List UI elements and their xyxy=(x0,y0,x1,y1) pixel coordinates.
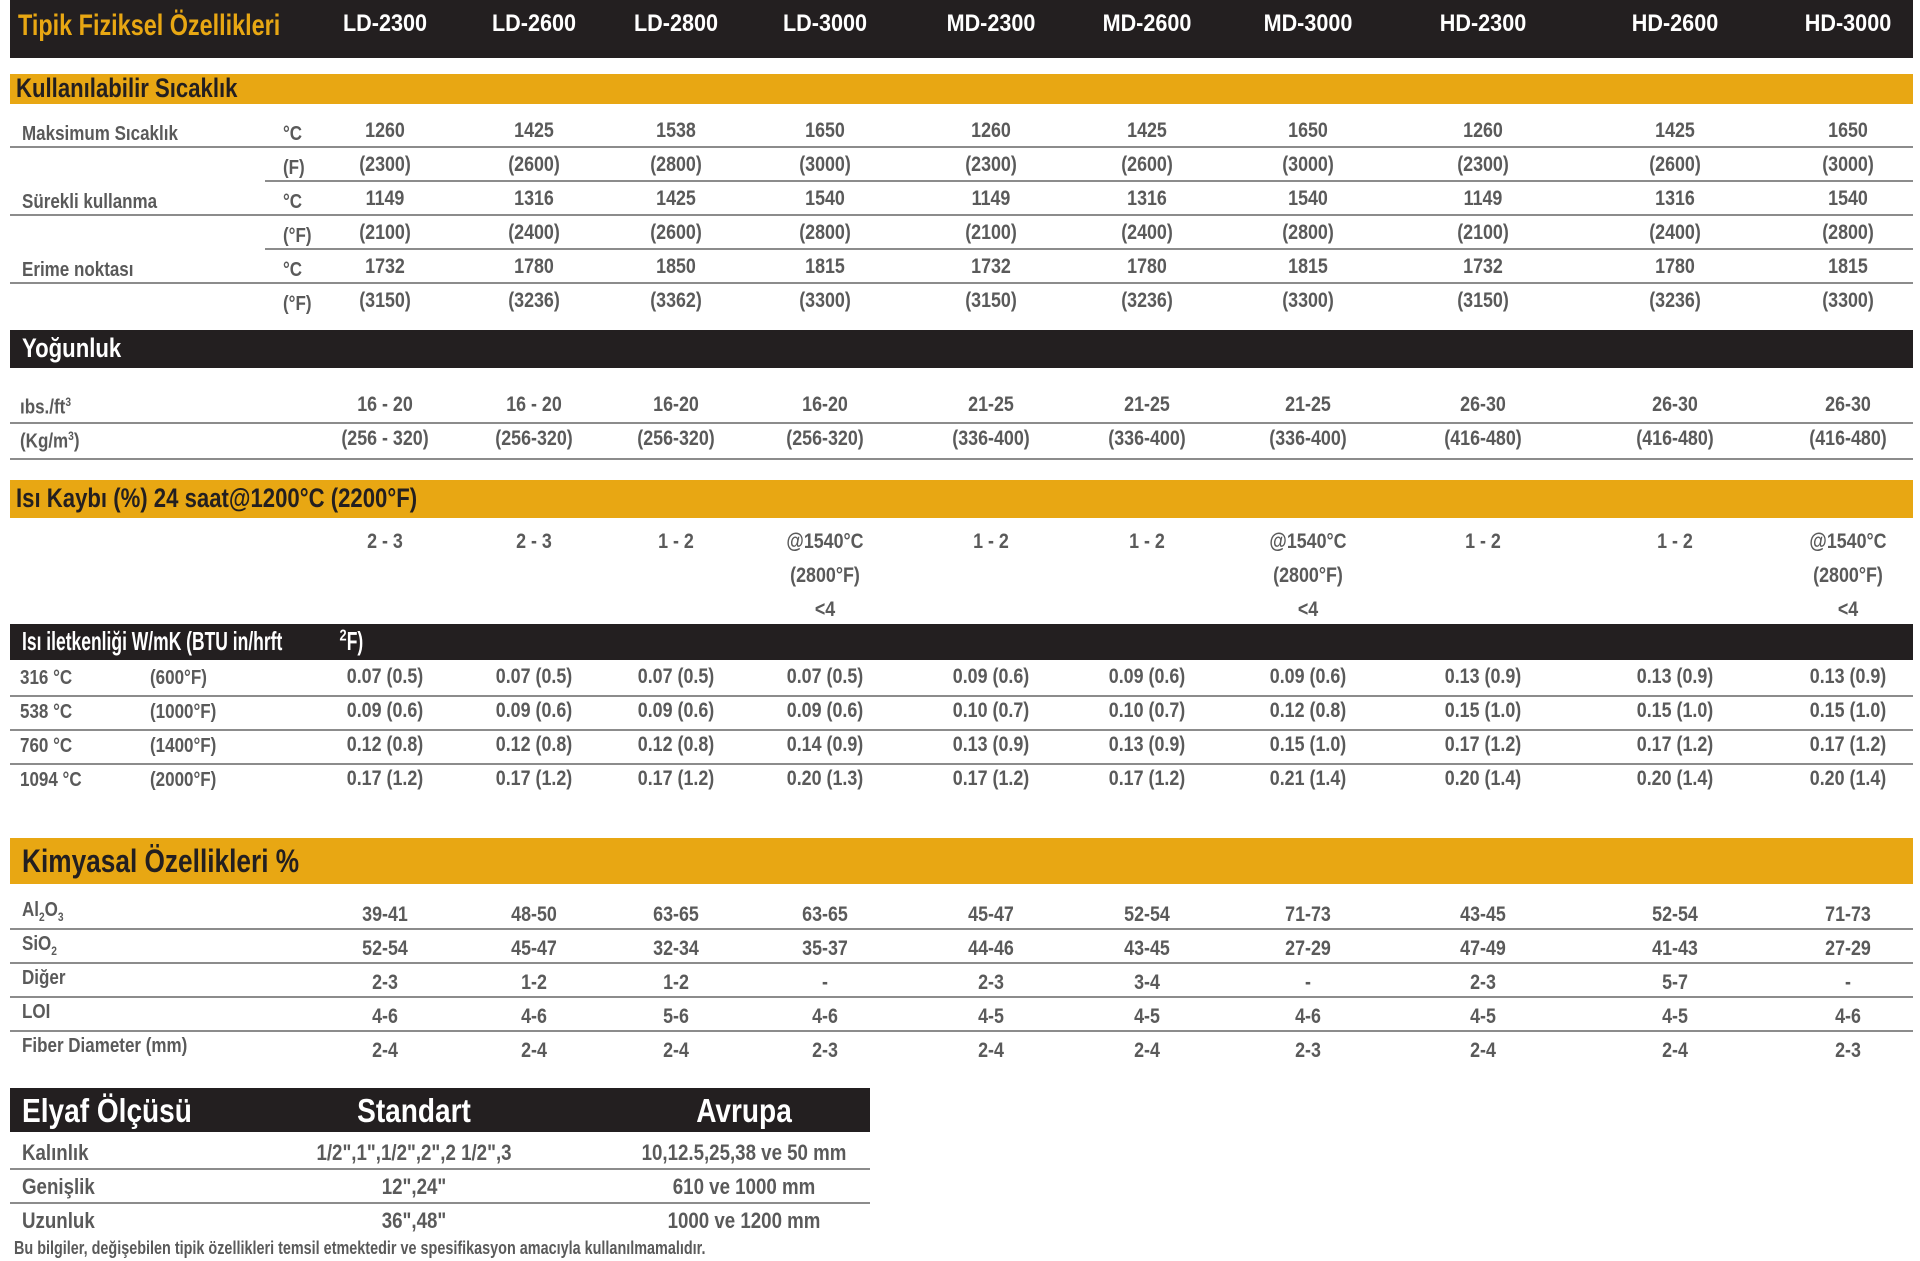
temperature-value: 1538 xyxy=(656,119,696,142)
row-divider xyxy=(265,282,1913,284)
temperature-value: (3236) xyxy=(508,289,560,312)
conductivity-value: 0.17 (1.2) xyxy=(346,767,424,790)
temperature-value: (2100) xyxy=(965,221,1017,244)
row-divider xyxy=(10,146,265,148)
chemical-row-label xyxy=(22,899,64,924)
chemical-value: 45-47 xyxy=(511,937,557,960)
temperature-value: (3236) xyxy=(1121,289,1173,312)
temperature-value: (2100) xyxy=(359,221,411,244)
section-chemical-title xyxy=(10,838,1913,884)
fiber-title: Elyaf Ölçüsü xyxy=(22,1092,192,1129)
row-divider xyxy=(10,422,1913,424)
density-value-kg: (336-400) xyxy=(1108,427,1186,450)
temperature-value: (3150) xyxy=(359,289,411,312)
conductivity-temp-c: 316 °C xyxy=(20,667,73,689)
row-divider xyxy=(10,928,1913,930)
temperature-value: 1540 xyxy=(1828,187,1868,210)
fiber-row-label: Uzunluk xyxy=(22,1208,95,1233)
heatloss-value: @1540°C xyxy=(1269,530,1347,553)
chemical-value: 27-29 xyxy=(1825,937,1871,960)
chemical-value: - xyxy=(1305,971,1311,994)
chemical-value: 63-65 xyxy=(802,903,848,926)
density-value-kg: (256-320) xyxy=(637,427,715,450)
heatloss-value: 1 - 2 xyxy=(1465,530,1501,553)
heatloss-value: @1540°C xyxy=(786,530,864,553)
temperature-value: (3000) xyxy=(1822,153,1874,176)
column-header-hd-3000: HD-3000 xyxy=(1804,10,1892,37)
chemical-value: 5-7 xyxy=(1662,971,1688,994)
density-value-kg: (256-320) xyxy=(786,427,864,450)
density-value-kg: (336-400) xyxy=(1269,427,1347,450)
conductivity-value: 0.20 (1.4) xyxy=(1636,767,1714,790)
chemical-value: 44-46 xyxy=(968,937,1014,960)
row-divider xyxy=(10,282,265,284)
density-value-lbs: 21-25 xyxy=(1285,393,1331,416)
conductivity-value: 0.17 (1.2) xyxy=(1108,767,1186,790)
temperature-value: 1425 xyxy=(656,187,696,210)
heatloss-value: 1 - 2 xyxy=(973,530,1009,553)
section-density-title xyxy=(10,330,1913,368)
conductivity-value: 0.17 (1.2) xyxy=(495,767,573,790)
chemical-value: 2-4 xyxy=(1470,1039,1496,1062)
chemical-value: 43-45 xyxy=(1124,937,1170,960)
temperature-value: (2400) xyxy=(1649,221,1701,244)
section-title: Yoğunluk xyxy=(22,333,122,363)
section-temperature-title xyxy=(10,74,1913,104)
temperature-value: 1425 xyxy=(1655,119,1695,142)
section-title xyxy=(22,626,367,657)
column-header-ld-2300: LD-2300 xyxy=(342,10,428,37)
conductivity-value: 0.13 (0.9) xyxy=(952,733,1030,756)
chemical-row-label xyxy=(22,967,65,990)
heatloss-value: (2800°F) xyxy=(1813,564,1883,587)
column-header-ld-3000: LD-3000 xyxy=(782,10,868,37)
temperature-value: (2600) xyxy=(1649,153,1701,176)
conductivity-value: 0.20 (1.4) xyxy=(1809,767,1887,790)
fiber-europe-value: 610 ve 1000 mm xyxy=(672,1174,816,1199)
density-value-lbs: 26-30 xyxy=(1825,393,1871,416)
chemical-value: 71-73 xyxy=(1825,903,1871,926)
conductivity-value: 0.12 (0.8) xyxy=(495,733,573,756)
temperature-value: 1260 xyxy=(365,119,405,142)
temperature-value: 1780 xyxy=(514,255,554,278)
conductivity-value: 0.17 (1.2) xyxy=(637,767,715,790)
temperature-value: (2300) xyxy=(1457,153,1509,176)
fiber-standard-value: 1/2",1",1/2",2",2 1/2",3 xyxy=(316,1140,512,1165)
temperature-row-label: Maksimum Sıcaklık xyxy=(22,123,178,145)
chemical-value: 32-34 xyxy=(653,937,699,960)
temperature-value: 1780 xyxy=(1127,255,1167,278)
conductivity-value: 0.07 (0.5) xyxy=(637,665,715,688)
temperature-row-label: Sürekli kullanma xyxy=(22,191,158,213)
conductivity-value: 0.17 (1.2) xyxy=(1809,733,1887,756)
heatloss-value: 1 - 2 xyxy=(658,530,694,553)
conductivity-value: 0.21 (1.4) xyxy=(1269,767,1347,790)
chemical-value: 52-54 xyxy=(1124,903,1170,926)
conductivity-temp-f: (600°F) xyxy=(150,667,207,689)
density-value-lbs: 16 - 20 xyxy=(357,393,413,416)
density-unit-kg-text: (Kg/m xyxy=(20,430,69,453)
conductivity-value: 0.13 (0.9) xyxy=(1636,665,1714,688)
conductivity-value: 0.15 (1.0) xyxy=(1269,733,1347,756)
section-title: Isı Kaybı (%) 24 saat@1200°C (2200°F) xyxy=(16,483,418,513)
row-divider xyxy=(10,695,1913,697)
chemical-value: 4-5 xyxy=(978,1005,1004,1028)
conductivity-value: 0.13 (0.9) xyxy=(1444,665,1522,688)
temperature-value: 1540 xyxy=(805,187,845,210)
row-divider xyxy=(10,729,1913,731)
heatloss-value: 1 - 2 xyxy=(1657,530,1693,553)
conductivity-value: 0.12 (0.8) xyxy=(1269,699,1347,722)
temperature-value: (3000) xyxy=(799,153,851,176)
chemical-value: 1-2 xyxy=(521,971,547,994)
row-divider xyxy=(265,146,1913,148)
chemical-value: - xyxy=(822,971,828,994)
temperature-value: (2400) xyxy=(1121,221,1173,244)
chemical-value: 4-5 xyxy=(1662,1005,1688,1028)
fiber-col-standard: Standart xyxy=(357,1092,471,1129)
chemical-value: 63-65 xyxy=(653,903,699,926)
temperature-value: (3362) xyxy=(650,289,702,312)
density-value-kg: (256 - 320) xyxy=(341,427,429,450)
row-divider xyxy=(265,180,1913,182)
conductivity-value: 0.09 (0.6) xyxy=(786,699,864,722)
temperature-value: 1425 xyxy=(514,119,554,142)
heatloss-value: 1 - 2 xyxy=(1129,530,1165,553)
row-divider xyxy=(265,248,1913,250)
chemical-value: 2-4 xyxy=(1134,1039,1160,1062)
row-divider xyxy=(265,214,1913,216)
conductivity-value: 0.09 (0.6) xyxy=(952,665,1030,688)
chemical-value: 4-6 xyxy=(812,1005,838,1028)
density-unit-lbs-text: ıbs./ft xyxy=(20,396,66,419)
chemical-value: 4-6 xyxy=(1835,1005,1861,1028)
temperature-value: (3150) xyxy=(965,289,1017,312)
temperature-value: 1425 xyxy=(1127,119,1167,142)
column-header-ld-2600: LD-2600 xyxy=(491,10,577,37)
temperature-value: 1316 xyxy=(1127,187,1167,210)
chemical-value: 71-73 xyxy=(1285,903,1331,926)
temperature-value: (2800) xyxy=(799,221,851,244)
density-value-lbs: 26-30 xyxy=(1652,393,1698,416)
conductivity-value: 0.12 (0.8) xyxy=(637,733,715,756)
conductivity-value: 0.15 (1.0) xyxy=(1636,699,1714,722)
conductivity-value: 0.20 (1.4) xyxy=(1444,767,1522,790)
temperature-value: 1540 xyxy=(1288,187,1328,210)
chemical-value: 2-3 xyxy=(1835,1039,1861,1062)
conductivity-value: 0.14 (0.9) xyxy=(786,733,864,756)
chemical-value: 1-2 xyxy=(663,971,689,994)
conductivity-value: 0.10 (0.7) xyxy=(1108,699,1186,722)
footnote: Bu bilgiler, değişebilen tipik özellikleri temsil etmektedir ve spesifikasyon amacıyla kullanılmamalıdır. xyxy=(14,1238,706,1258)
column-header-ld-2800: LD-2800 xyxy=(633,10,719,37)
chemical-value: 35-37 xyxy=(802,937,848,960)
temperature-value: 1732 xyxy=(971,255,1011,278)
conductivity-value: 0.20 (1.3) xyxy=(786,767,864,790)
conductivity-title-end: F) xyxy=(346,626,364,656)
conductivity-value: 0.13 (0.9) xyxy=(1809,665,1887,688)
chemical-value: 2-4 xyxy=(978,1039,1004,1062)
conductivity-temp-f: (2000°F) xyxy=(150,769,217,791)
density-value-lbs: 16-20 xyxy=(653,393,699,416)
page-title: Tipik Fiziksel Özellikleri xyxy=(18,9,281,42)
temperature-value: 1650 xyxy=(805,119,845,142)
chemical-value: 4-6 xyxy=(521,1005,547,1028)
chemical-value: - xyxy=(1845,971,1851,994)
conductivity-title-main: Isı iletkenliği W/mK (BTU in/hrft xyxy=(22,626,283,656)
conductivity-value: 0.09 (0.6) xyxy=(495,699,573,722)
density-unit-lbs xyxy=(20,395,71,420)
heatloss-value: (2800°F) xyxy=(790,564,860,587)
chemical-value: 52-54 xyxy=(1652,903,1698,926)
row-divider xyxy=(10,1202,870,1204)
temperature-value: (3300) xyxy=(1282,289,1334,312)
chemical-label-mid: O xyxy=(44,899,58,921)
section-title: Kimyasal Özellikleri % xyxy=(22,843,300,879)
density-value-kg: (416-480) xyxy=(1444,427,1522,450)
temperature-value: 1650 xyxy=(1828,119,1868,142)
chemical-value: 2-4 xyxy=(663,1039,689,1062)
fiber-standard-value: 36",48" xyxy=(381,1208,447,1233)
conductivity-temp-f: (1400°F) xyxy=(150,735,217,757)
fiber-europe-value: 10,12.5,25,38 ve 50 mm xyxy=(641,1140,847,1165)
chemical-value: 2-3 xyxy=(372,971,398,994)
chemical-label-sub1: 2 xyxy=(39,910,45,924)
section-conductivity-title xyxy=(10,624,1913,660)
density-value-lbs: 16-20 xyxy=(802,393,848,416)
fiber-row-label: Kalınlık xyxy=(22,1140,89,1165)
conductivity-title-sup: 2 xyxy=(339,627,347,645)
temperature-value: (2400) xyxy=(508,221,560,244)
temperature-unit: °C xyxy=(283,259,303,281)
row-divider xyxy=(10,962,1913,964)
temperature-value: 1650 xyxy=(1288,119,1328,142)
temperature-value: (2100) xyxy=(1457,221,1509,244)
heatloss-value: (2800°F) xyxy=(1273,564,1343,587)
temperature-value: 1732 xyxy=(365,255,405,278)
column-header-hd-2600: HD-2600 xyxy=(1631,10,1719,37)
section-title: Kullanılabilir Sıcaklık xyxy=(16,73,238,103)
chemical-label-sub1: 2 xyxy=(51,944,57,958)
density-unit-kg-suffix: ) xyxy=(73,430,80,453)
temperature-unit: °C xyxy=(283,123,303,145)
temperature-value: 1316 xyxy=(514,187,554,210)
conductivity-value: 0.10 (0.7) xyxy=(952,699,1030,722)
chemical-value: 43-45 xyxy=(1460,903,1506,926)
heatloss-value: <4 xyxy=(814,598,836,621)
conductivity-value: 0.09 (0.6) xyxy=(1269,665,1347,688)
chemical-value: 47-49 xyxy=(1460,937,1506,960)
temperature-value: 1815 xyxy=(1828,255,1868,278)
chemical-row-label xyxy=(22,1001,50,1024)
temperature-unit: (F) xyxy=(283,157,305,179)
temperature-value: 1732 xyxy=(1463,255,1503,278)
temperature-value: (2600) xyxy=(1121,153,1173,176)
temperature-value: (2600) xyxy=(508,153,560,176)
temperature-value: (2300) xyxy=(359,153,411,176)
chemical-value: 27-29 xyxy=(1285,937,1331,960)
chemical-value: 2-4 xyxy=(372,1039,398,1062)
chemical-value: 4-5 xyxy=(1470,1005,1496,1028)
conductivity-temp-c: 760 °C xyxy=(20,735,73,757)
row-divider xyxy=(10,214,265,216)
conductivity-value: 0.07 (0.5) xyxy=(495,665,573,688)
heatloss-value: 2 - 3 xyxy=(367,530,403,553)
conductivity-temp-c: 1094 °C xyxy=(20,769,82,791)
conductivity-value: 0.17 (1.2) xyxy=(1444,733,1522,756)
temperature-unit: °C xyxy=(283,191,303,213)
conductivity-value: 0.09 (0.6) xyxy=(637,699,715,722)
row-divider xyxy=(10,1030,1913,1032)
conductivity-temp-f: (1000°F) xyxy=(150,701,217,723)
temperature-value: 1815 xyxy=(805,255,845,278)
temperature-value: (2800) xyxy=(1282,221,1334,244)
density-unit-kg-sup: 3 xyxy=(68,429,74,443)
fiber-europe-value: 1000 ve 1200 mm xyxy=(667,1208,821,1233)
density-value-kg: (256-320) xyxy=(495,427,573,450)
conductivity-value: 0.07 (0.5) xyxy=(786,665,864,688)
temperature-value: (3150) xyxy=(1457,289,1509,312)
column-header-hd-2300: HD-2300 xyxy=(1439,10,1527,37)
heatloss-value: <4 xyxy=(1837,598,1859,621)
heatloss-value: <4 xyxy=(1297,598,1319,621)
chemical-row-label xyxy=(22,1035,187,1058)
temperature-value: 1316 xyxy=(1655,187,1695,210)
temperature-value: 1850 xyxy=(656,255,696,278)
column-header-md-2600: MD-2600 xyxy=(1102,10,1192,37)
chemical-value: 52-54 xyxy=(362,937,408,960)
conductivity-value: 0.17 (1.2) xyxy=(952,767,1030,790)
fiber-standard-value: 12",24" xyxy=(381,1174,447,1199)
chemical-value: 2-3 xyxy=(1295,1039,1321,1062)
fiber-col-europe: Avrupa xyxy=(696,1092,792,1129)
column-header-md-2300: MD-2300 xyxy=(946,10,1036,37)
density-value-lbs: 26-30 xyxy=(1460,393,1506,416)
conductivity-value: 0.17 (1.2) xyxy=(1636,733,1714,756)
density-value-kg: (336-400) xyxy=(952,427,1030,450)
conductivity-value: 0.15 (1.0) xyxy=(1809,699,1887,722)
conductivity-value: 0.09 (0.6) xyxy=(346,699,424,722)
conductivity-value: 0.09 (0.6) xyxy=(1108,665,1186,688)
heatloss-value: @1540°C xyxy=(1809,530,1887,553)
chemical-value: 41-43 xyxy=(1652,937,1698,960)
temperature-row-label: Erime noktası xyxy=(22,259,134,281)
conductivity-value: 0.12 (0.8) xyxy=(346,733,424,756)
conductivity-value: 0.15 (1.0) xyxy=(1444,699,1522,722)
column-header-md-3000: MD-3000 xyxy=(1263,10,1353,37)
temperature-value: (2800) xyxy=(1822,221,1874,244)
temperature-value: 1260 xyxy=(971,119,1011,142)
row-divider xyxy=(10,1168,870,1170)
density-value-lbs: 21-25 xyxy=(1124,393,1170,416)
chemical-label-sub2: 3 xyxy=(57,910,64,924)
chemical-value: 2-4 xyxy=(521,1039,547,1062)
heatloss-value: 2 - 3 xyxy=(516,530,552,553)
conductivity-temp-c: 538 °C xyxy=(20,701,73,723)
chemical-value: 45-47 xyxy=(968,903,1014,926)
chemical-label-text: LOI xyxy=(22,1001,51,1023)
temperature-value: (3300) xyxy=(1822,289,1874,312)
temperature-value: 1260 xyxy=(1463,119,1503,142)
section-heatloss-title xyxy=(10,480,1913,518)
row-divider xyxy=(10,458,1913,460)
fiber-row-label: Genişlik xyxy=(22,1174,95,1199)
chemical-value: 2-3 xyxy=(978,971,1004,994)
chemical-label-text: Diğer xyxy=(22,967,66,989)
row-divider xyxy=(10,996,1913,998)
chemical-value: 4-6 xyxy=(372,1005,398,1028)
temperature-unit: (°F) xyxy=(283,293,312,315)
temperature-value: (2600) xyxy=(650,221,702,244)
chemical-value: 4-6 xyxy=(1295,1005,1321,1028)
chemical-value: 5-6 xyxy=(663,1005,689,1028)
chemical-value: 2-3 xyxy=(812,1039,838,1062)
temperature-value: 1149 xyxy=(971,187,1011,210)
chemical-label-text: SiO xyxy=(22,933,52,955)
temperature-value: (2800) xyxy=(650,153,702,176)
temperature-value: (3236) xyxy=(1649,289,1701,312)
temperature-value: (2300) xyxy=(965,153,1017,176)
chemical-value: 2-3 xyxy=(1470,971,1496,994)
chemical-value: 4-5 xyxy=(1134,1005,1160,1028)
density-value-kg: (416-480) xyxy=(1636,427,1714,450)
temperature-unit: (°F) xyxy=(283,225,312,247)
density-unit-lbs-sup: 3 xyxy=(65,395,72,409)
density-unit-kg xyxy=(20,429,80,454)
chemical-value: 2-4 xyxy=(1662,1039,1688,1062)
chemical-value: 48-50 xyxy=(511,903,557,926)
temperature-value: 1149 xyxy=(1463,187,1503,210)
conductivity-value: 0.13 (0.9) xyxy=(1108,733,1186,756)
temperature-value: (3300) xyxy=(799,289,851,312)
density-value-lbs: 16 - 20 xyxy=(506,393,562,416)
temperature-value: 1149 xyxy=(365,187,405,210)
temperature-value: (3000) xyxy=(1282,153,1334,176)
chemical-label-text: Fiber Diameter (mm) xyxy=(22,1035,188,1057)
density-value-kg: (416-480) xyxy=(1809,427,1887,450)
chemical-value: 3-4 xyxy=(1134,971,1160,994)
temperature-value: 1780 xyxy=(1655,255,1695,278)
chemical-row-label xyxy=(22,933,57,958)
conductivity-value: 0.07 (0.5) xyxy=(346,665,424,688)
density-value-lbs: 21-25 xyxy=(968,393,1014,416)
row-divider xyxy=(10,763,1913,765)
chemical-label-text: Al xyxy=(22,899,39,921)
temperature-value: 1815 xyxy=(1288,255,1328,278)
chemical-value: 39-41 xyxy=(362,903,408,926)
